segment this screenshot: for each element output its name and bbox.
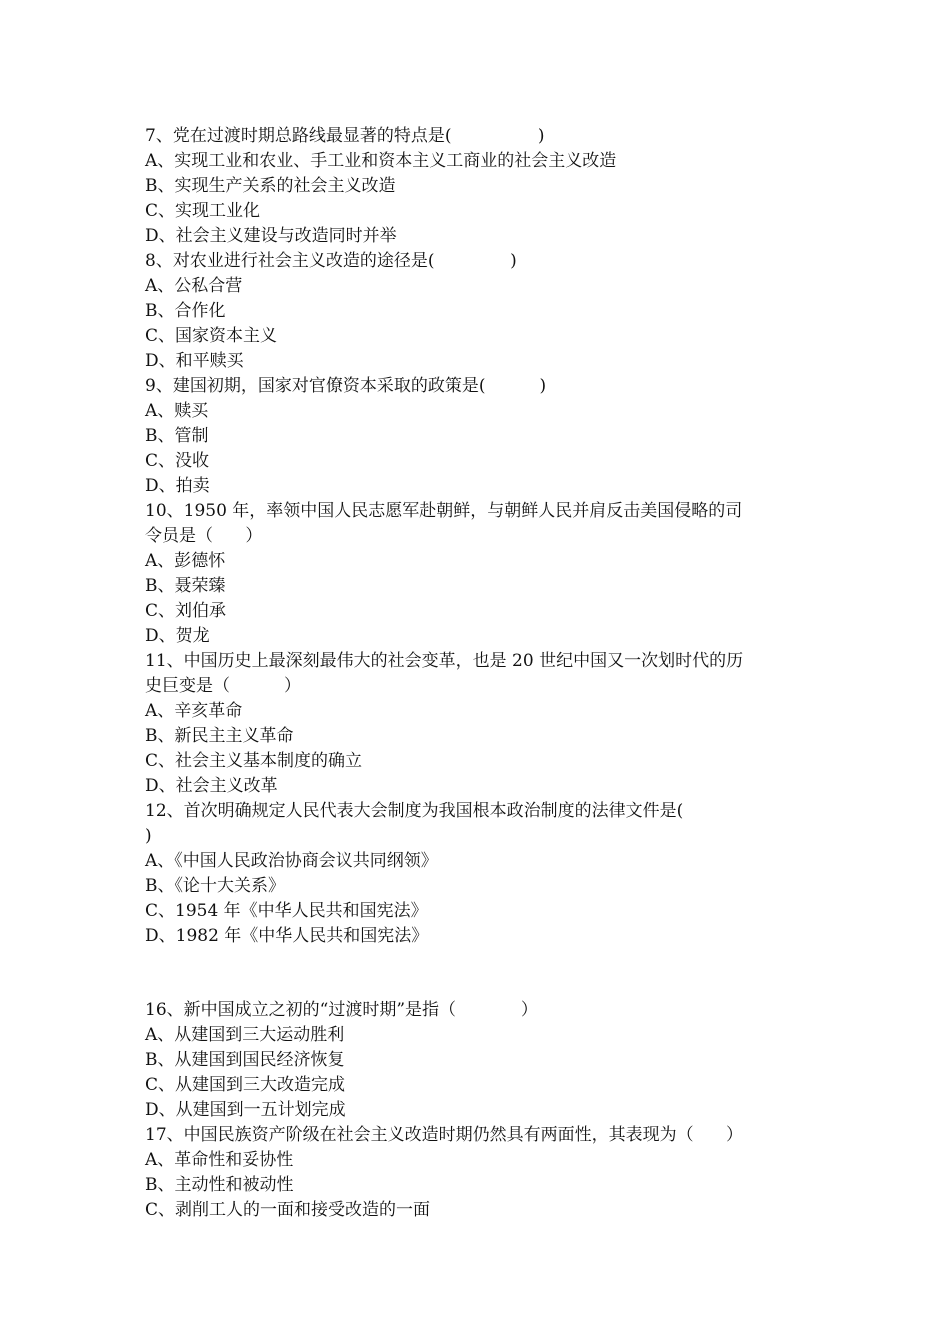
- question-q8: [145, 249, 815, 274]
- question-q7: [145, 124, 815, 149]
- option-text: A、公私合营: [145, 276, 243, 296]
- question-text: 9、建国初期，国家对官僚资本采取的政策是( ): [145, 376, 547, 396]
- answer-option-q8-c: [145, 324, 815, 349]
- option-text: A、实现工业和农业、手工业和资本主义工商业的社会主义改造: [145, 151, 617, 171]
- answer-option-q17-c: [145, 1198, 815, 1223]
- option-text: A、彭德怀: [145, 551, 226, 571]
- option-text: C、没收: [145, 451, 210, 471]
- answer-option-q9-c: [145, 449, 815, 474]
- option-text: B、合作化: [145, 301, 226, 321]
- answer-option-q12-d: [145, 924, 815, 949]
- option-text: B、从建国到国民经济恢复: [145, 1050, 345, 1070]
- option-text: B、主动性和被动性: [145, 1175, 294, 1195]
- answer-option-q11-b: [145, 724, 815, 749]
- option-text: A、从建国到三大运动胜利: [145, 1025, 345, 1045]
- option-text: A、赎买: [145, 401, 209, 421]
- option-text: C、剥削工人的一面和接受改造的一面: [145, 1200, 431, 1220]
- answer-option-q12-a: [145, 849, 815, 874]
- option-text: C、社会主义基本制度的确立: [145, 751, 363, 771]
- answer-option-q9-a: [145, 399, 815, 424]
- answer-option-q7-a: [145, 149, 815, 174]
- option-text: D、社会主义改革: [145, 776, 278, 796]
- question-q16: [145, 998, 815, 1023]
- question-block-1: [145, 124, 815, 949]
- question-text: 令员是（ ）: [145, 526, 263, 546]
- option-text: B、管制: [145, 426, 209, 446]
- question-text: 7、党在过渡时期总路线最显著的特点是( ): [145, 126, 545, 146]
- option-text: C、国家资本主义: [145, 326, 278, 346]
- answer-option-q10-a: [145, 549, 815, 574]
- answer-option-q9-b: [145, 424, 815, 449]
- question-text: 史巨变是（ ）: [145, 676, 302, 696]
- option-text: B、新民主主义革命: [145, 726, 294, 746]
- answer-option-q8-b: [145, 299, 815, 324]
- option-text: C、1954 年《中华人民共和国宪法》: [145, 901, 428, 921]
- answer-option-q10-d: [145, 624, 815, 649]
- option-text: D、贺龙: [145, 626, 210, 646]
- option-text: A、革命性和妥协性: [145, 1150, 294, 1170]
- answer-option-q16-b: [145, 1048, 815, 1073]
- option-text: D、从建国到一五计划完成: [145, 1100, 346, 1120]
- option-text: D、社会主义建设与改造同时并举: [145, 226, 397, 246]
- answer-option-q17-a: [145, 1148, 815, 1173]
- question-block-2: [145, 998, 815, 1223]
- question-text: ): [145, 826, 152, 846]
- answer-option-q11-d: [145, 774, 815, 799]
- option-text: D、和平赎买: [145, 351, 244, 371]
- question-q12: [145, 799, 815, 849]
- question-text: 16、新中国成立之初的“过渡时期”是指（ ）: [145, 1000, 538, 1020]
- option-text: C、从建国到三大改造完成: [145, 1075, 346, 1095]
- answer-option-q16-d: [145, 1098, 815, 1123]
- option-text: D、拍卖: [145, 476, 210, 496]
- question-text: 11、中国历史上最深刻最伟大的社会变革，也是 20 世纪中国又一次划时代的历: [145, 651, 744, 671]
- answer-option-q8-a: [145, 274, 815, 299]
- option-text: D、1982 年《中华人民共和国宪法》: [145, 926, 429, 946]
- option-text: C、实现工业化: [145, 201, 261, 221]
- question-text: 12、首次明确规定人民代表大会制度为我国根本政治制度的法律文件是(: [145, 801, 684, 821]
- option-text: C、刘伯承: [145, 601, 227, 621]
- answer-option-q10-c: [145, 599, 815, 624]
- answer-option-q7-d: [145, 224, 815, 249]
- option-text: B、实现生产关系的社会主义改造: [145, 176, 396, 196]
- answer-option-q11-a: [145, 699, 815, 724]
- answer-option-q16-a: [145, 1023, 815, 1048]
- answer-option-q11-c: [145, 749, 815, 774]
- document-page: [145, 124, 815, 1223]
- answer-option-q7-c: [145, 199, 815, 224]
- option-text: B、聂荣臻: [145, 576, 226, 596]
- question-text: 10、1950 年，率领中国人民志愿军赴朝鲜，与朝鲜人民并肩反击美国侵略的司: [145, 501, 743, 521]
- answer-option-q10-b: [145, 574, 815, 599]
- answer-option-q12-c: [145, 899, 815, 924]
- answer-option-q8-d: [145, 349, 815, 374]
- question-text: 17、中国民族资产阶级在社会主义改造时期仍然具有两面性，其表现为（ ）: [145, 1125, 744, 1145]
- question-q11: [145, 649, 815, 699]
- question-text: 8、对农业进行社会主义改造的途径是( ): [145, 251, 517, 271]
- answer-option-q12-b: [145, 874, 815, 899]
- answer-option-q9-d: [145, 474, 815, 499]
- question-q10: [145, 499, 815, 549]
- question-q17: [145, 1123, 815, 1148]
- option-text: A、辛亥革命: [145, 701, 243, 721]
- answer-option-q16-c: [145, 1073, 815, 1098]
- answer-option-q7-b: [145, 174, 815, 199]
- section-gap: [145, 949, 815, 998]
- option-text: B、《论十大关系》: [145, 876, 285, 896]
- question-q9: [145, 374, 815, 399]
- answer-option-q17-b: [145, 1173, 815, 1198]
- option-text: A、《中国人民政治协商会议共同纲领》: [145, 851, 438, 871]
